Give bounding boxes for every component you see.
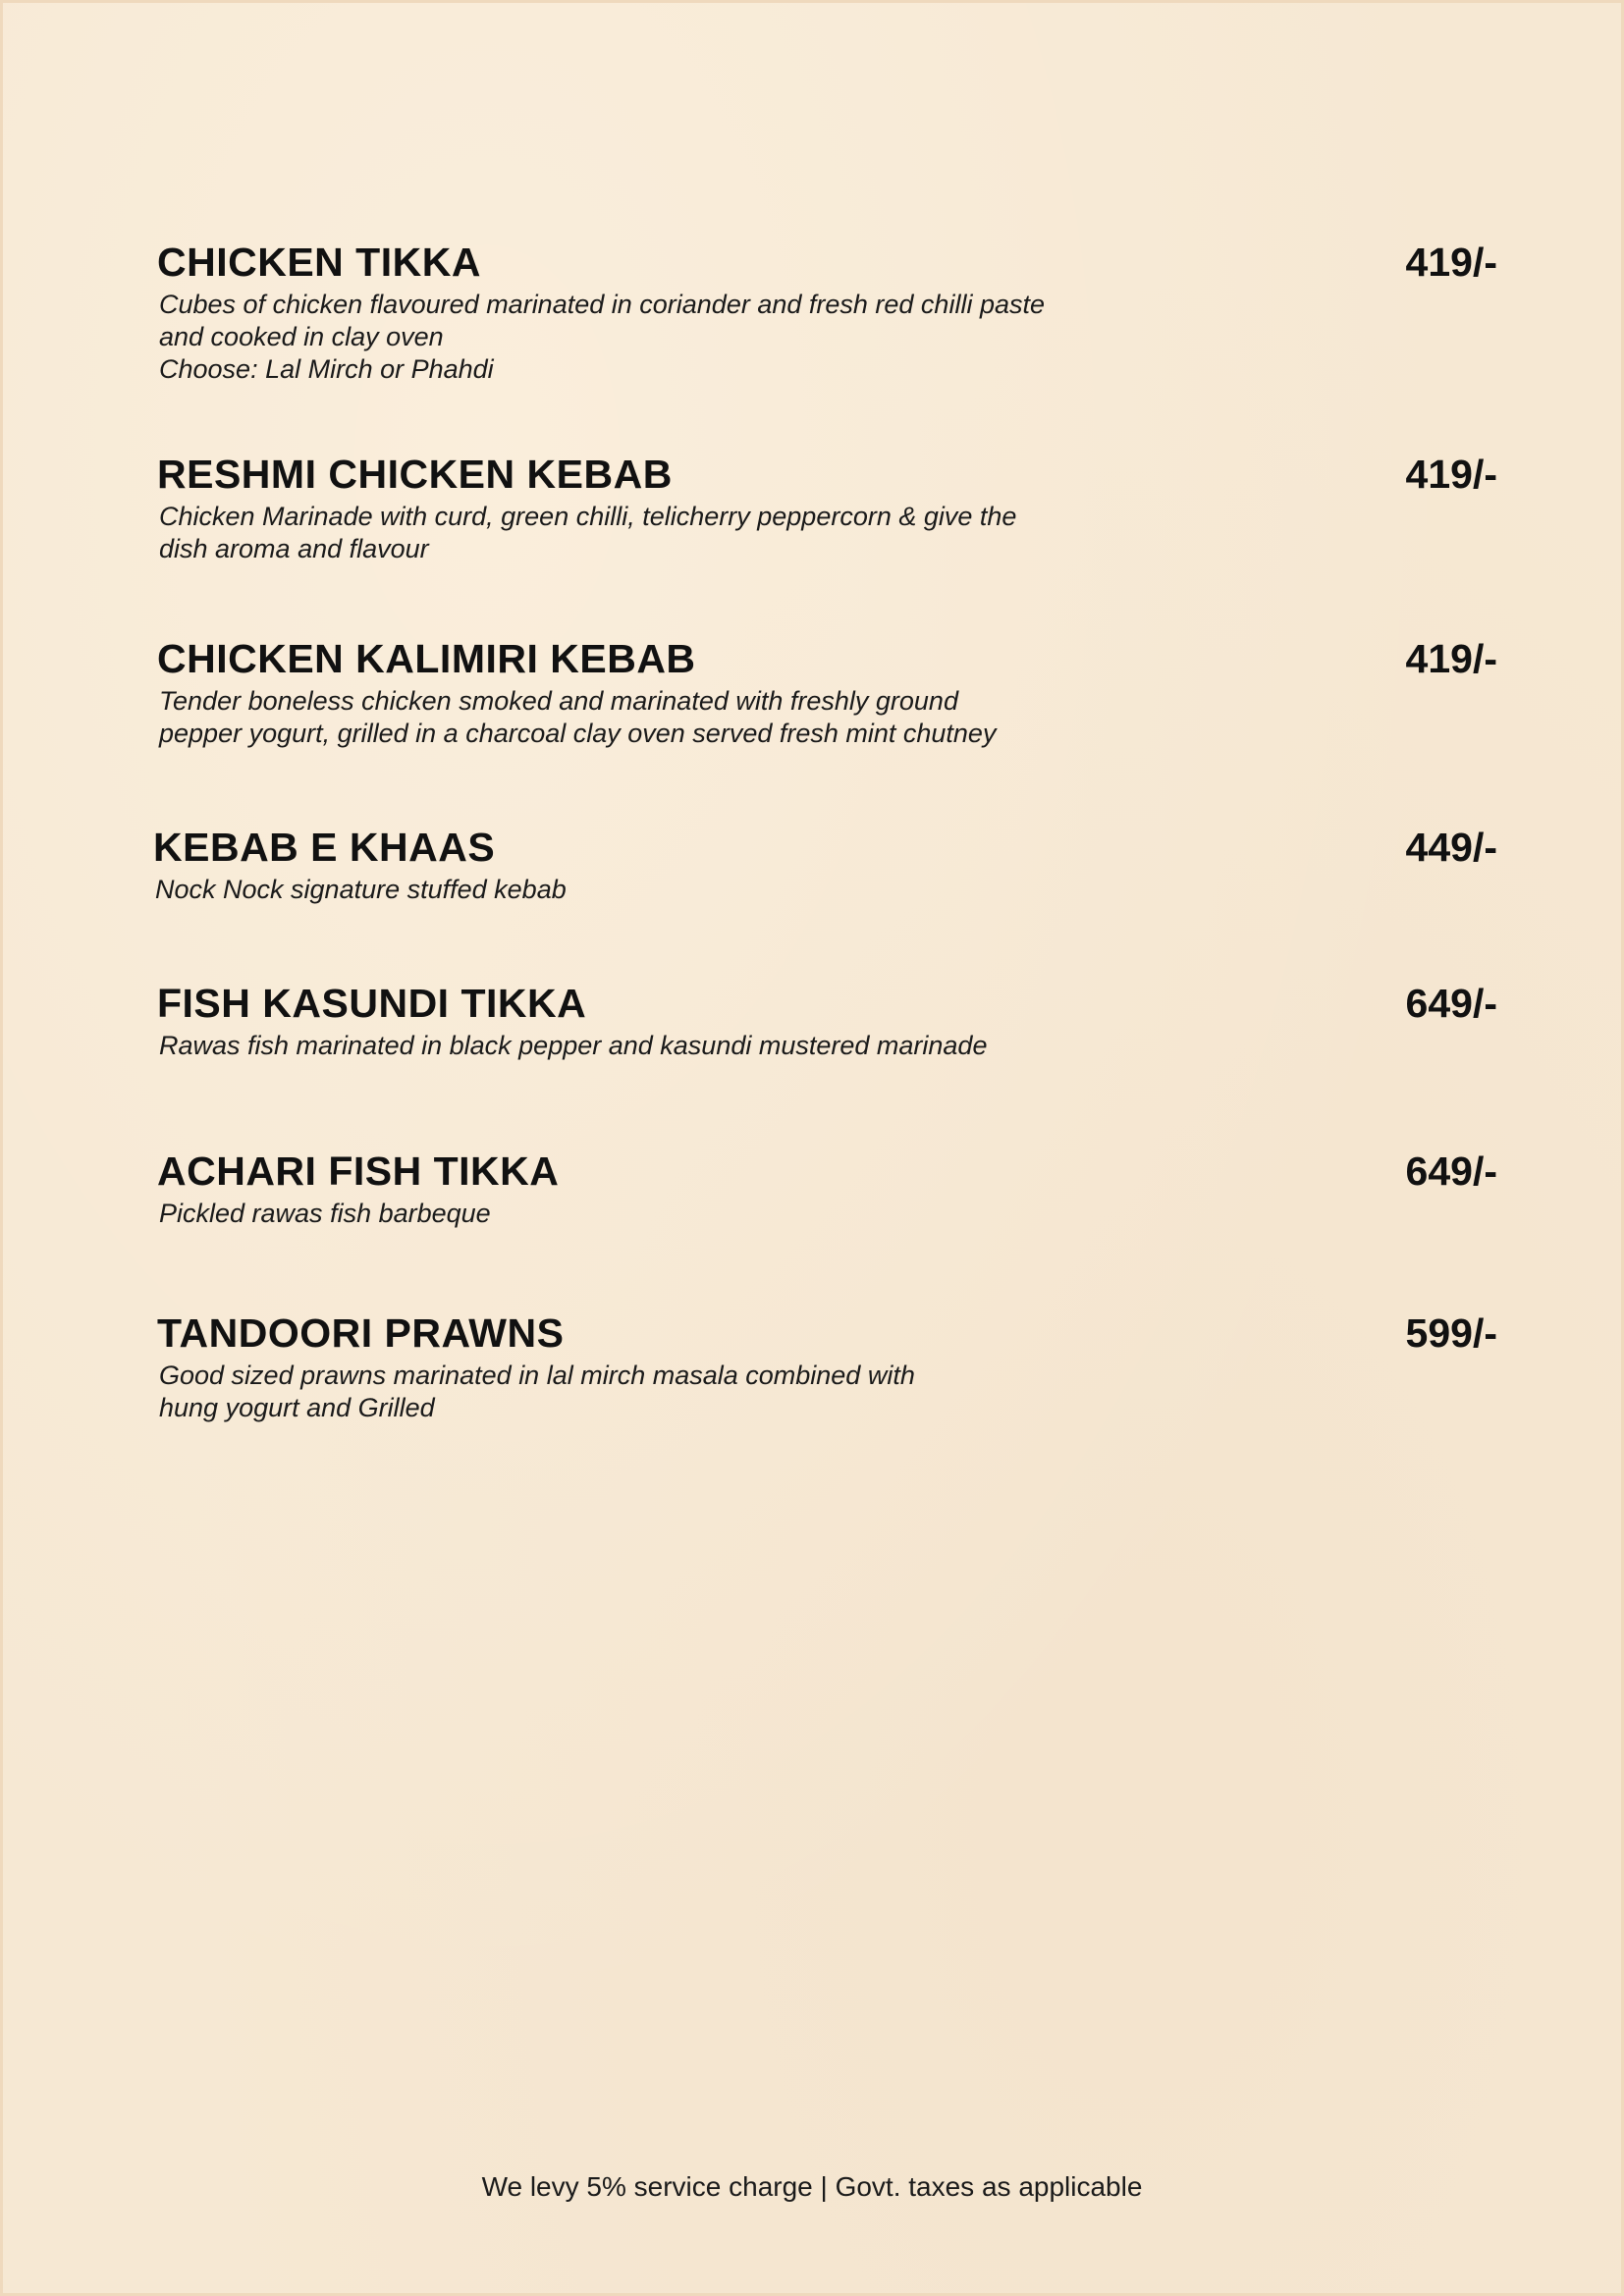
description-line: hung yogurt and Grilled [159, 1393, 435, 1422]
item-description [159, 685, 1239, 750]
item-name: ACHARI FISH TIKKA [157, 1148, 560, 1194]
description-line: Nock Nock signature stuffed kebab [155, 875, 567, 904]
item-price: 649/- [1405, 981, 1497, 1026]
description-line: Tender boneless chicken smoked and marinated with freshly ground [159, 686, 958, 716]
item-price: 649/- [1405, 1148, 1497, 1194]
item-price: 419/- [1405, 452, 1497, 497]
description-line: Cubes of chicken flavoured marinated in coriander and fresh red chilli paste [159, 290, 1045, 319]
item-description [159, 1360, 1239, 1424]
description-line: Pickled rawas fish barbeque [159, 1199, 491, 1228]
description-line: Chicken Marinade with curd, green chilli, telicherry peppercorn & give the [159, 502, 1017, 531]
description-line: pepper yogurt, grilled in a charcoal clay oven served fresh mint chutney [159, 719, 997, 748]
description-line: Good sized prawns marinated in lal mirch masala combined with [159, 1361, 915, 1390]
description-line: Choose: Lal Mirch or Phahdi [159, 354, 494, 384]
item-price: 449/- [1405, 825, 1497, 870]
item-name: KEBAB E KHAAS [153, 825, 496, 870]
item-name: CHICKEN TIKKA [157, 240, 481, 285]
item-price: 599/- [1405, 1310, 1497, 1356]
item-name: FISH KASUNDI TIKKA [157, 981, 587, 1026]
description-line: Rawas fish marinated in black pepper and kasundi mustered marinade [159, 1031, 988, 1060]
item-description [155, 874, 1235, 906]
description-line: and cooked in clay oven [159, 322, 444, 351]
item-price: 419/- [1405, 636, 1497, 681]
description-line: dish aroma and flavour [159, 534, 429, 563]
footer-note: We levy 5% service charge | Govt. taxes as applicable [481, 2171, 1143, 2202]
item-name: TANDOORI PRAWNS [157, 1310, 565, 1356]
item-name: RESHMI CHICKEN KEBAB [157, 452, 673, 497]
item-description [159, 289, 1239, 386]
item-name: CHICKEN KALIMIRI KEBAB [157, 636, 696, 681]
item-description [159, 1030, 1239, 1062]
item-price: 419/- [1405, 240, 1497, 285]
item-description [159, 1198, 1239, 1230]
item-description [159, 501, 1239, 565]
